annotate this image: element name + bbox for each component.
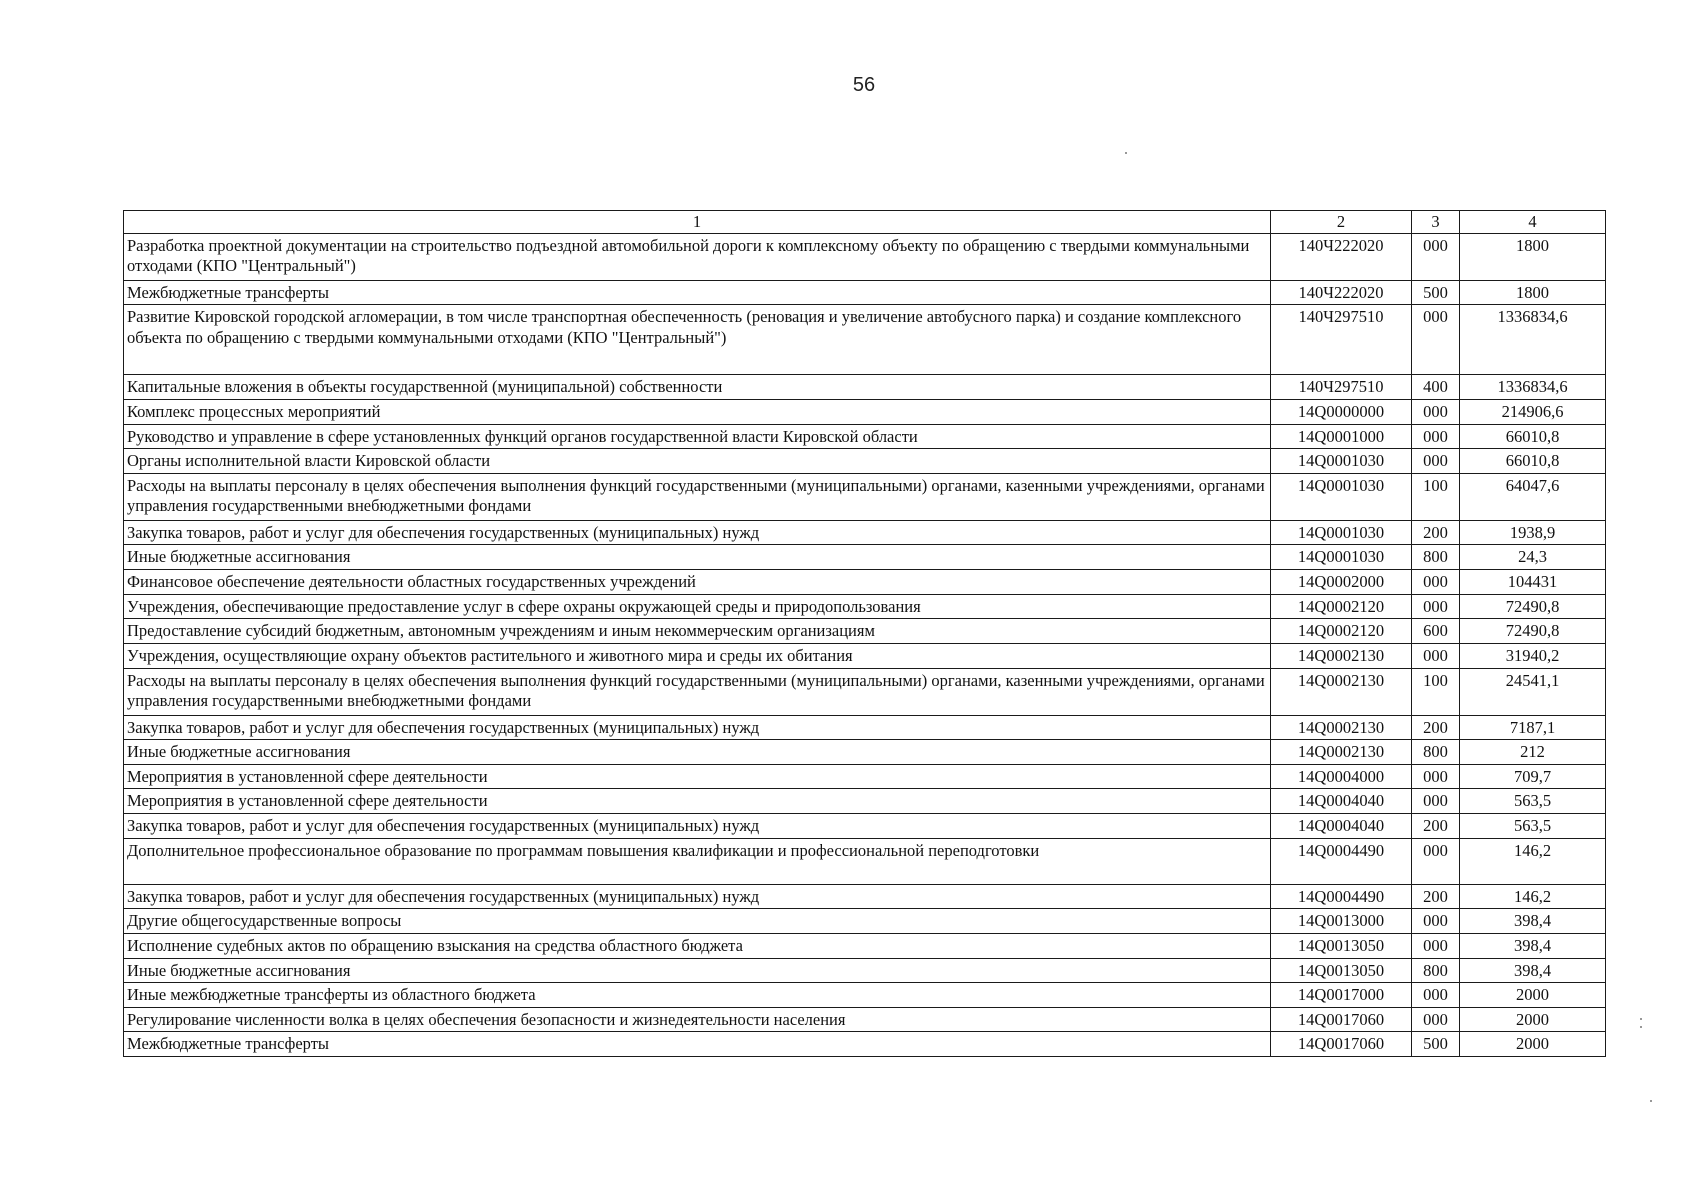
- cell-name: Расходы на выплаты персоналу в целях обеспечения выполнения функций государственными (муниципальными) органами, казенными учреждениями, органами управления государственными внебюджетными фондами: [124, 668, 1271, 715]
- cell-code: 14Q0002000: [1271, 570, 1412, 595]
- cell-type: 000: [1412, 594, 1460, 619]
- cell-sum: 398,4: [1460, 958, 1606, 983]
- cell-type: 000: [1412, 233, 1460, 280]
- cell-name: Разработка проектной документации на строительство подъездной автомобильной дороги к комплексному объекту по обращению с твердыми коммунальными отходами (КПО "Центральный"): [124, 233, 1271, 280]
- cell-code: 14Q0001030: [1271, 520, 1412, 545]
- cell-code: 14Q0002130: [1271, 643, 1412, 668]
- cell-type: 000: [1412, 838, 1460, 884]
- table-row: [124, 668, 1606, 715]
- cell-name: Комплекс процессных мероприятий: [124, 399, 1271, 424]
- header-col-2: 2: [1271, 211, 1412, 234]
- cell-type: 000: [1412, 764, 1460, 789]
- cell-code: 14Q0004000: [1271, 764, 1412, 789]
- cell-name: Учреждения, осуществляющие охрану объектов растительного и животного мира и среды их обитания: [124, 643, 1271, 668]
- table-row: [124, 594, 1606, 619]
- cell-code: 14Q0004490: [1271, 884, 1412, 909]
- cell-name: Капитальные вложения в объекты государственной (муниципальной) собственности: [124, 375, 1271, 400]
- cell-name: Руководство и управление в сфере установленных функций органов государственной власти Кировской области: [124, 424, 1271, 449]
- cell-type: 100: [1412, 668, 1460, 715]
- table-row: [124, 520, 1606, 545]
- cell-code: 140Ч297510: [1271, 305, 1412, 375]
- table-row: [124, 715, 1606, 740]
- cell-sum: 1336834,6: [1460, 375, 1606, 400]
- cell-sum: 104431: [1460, 570, 1606, 595]
- table-row: [124, 305, 1606, 375]
- cell-code: 14Q0017060: [1271, 1007, 1412, 1032]
- cell-type: 000: [1412, 1007, 1460, 1032]
- cell-sum: 1938,9: [1460, 520, 1606, 545]
- cell-name: Межбюджетные трансферты: [124, 1032, 1271, 1057]
- table-row: [124, 740, 1606, 765]
- budget-table-container: [123, 210, 1605, 1057]
- cell-type: 000: [1412, 399, 1460, 424]
- cell-sum: 31940,2: [1460, 643, 1606, 668]
- table-row: [124, 399, 1606, 424]
- table-row: [124, 764, 1606, 789]
- cell-name: Дополнительное профессиональное образование по программам повышения квалификации и профессиональной переподготовки: [124, 838, 1271, 884]
- cell-type: 800: [1412, 545, 1460, 570]
- table-row: [124, 958, 1606, 983]
- table-row: [124, 909, 1606, 934]
- cell-name: Расходы на выплаты персоналу в целях обеспечения выполнения функций государственными (муниципальными) органами, казенными учреждениями, органами управления государственными внебюджетными фондами: [124, 473, 1271, 520]
- table-row: [124, 643, 1606, 668]
- cell-code: 14Q0002120: [1271, 619, 1412, 644]
- cell-type: 000: [1412, 570, 1460, 595]
- table-row: [124, 838, 1606, 884]
- cell-name: Закупка товаров, работ и услуг для обеспечения государственных (муниципальных) нужд: [124, 814, 1271, 839]
- cell-sum: 709,7: [1460, 764, 1606, 789]
- cell-sum: 146,2: [1460, 838, 1606, 884]
- cell-code: 14Q0013050: [1271, 933, 1412, 958]
- cell-sum: 72490,8: [1460, 619, 1606, 644]
- cell-type: 600: [1412, 619, 1460, 644]
- cell-name: Межбюджетные трансферты: [124, 280, 1271, 305]
- cell-name: Иные межбюджетные трансферты из областного бюджета: [124, 983, 1271, 1008]
- cell-type: 000: [1412, 449, 1460, 474]
- scan-speck: [1650, 1100, 1652, 1102]
- cell-type: 200: [1412, 814, 1460, 839]
- cell-name: Исполнение судебных актов по обращению взыскания на средства областного бюджета: [124, 933, 1271, 958]
- cell-code: 14Q0002130: [1271, 668, 1412, 715]
- table-row: [124, 789, 1606, 814]
- cell-code: 14Q0000000: [1271, 399, 1412, 424]
- cell-sum: 398,4: [1460, 909, 1606, 934]
- scan-speck: [1640, 1018, 1642, 1020]
- cell-type: 000: [1412, 789, 1460, 814]
- table-body: [124, 233, 1606, 1056]
- cell-sum: 398,4: [1460, 933, 1606, 958]
- cell-sum: 24,3: [1460, 545, 1606, 570]
- header-col-3: 3: [1412, 211, 1460, 234]
- cell-sum: 1800: [1460, 233, 1606, 280]
- cell-sum: 563,5: [1460, 814, 1606, 839]
- cell-type: 200: [1412, 520, 1460, 545]
- table-row: [124, 933, 1606, 958]
- cell-name: Мероприятия в установленной сфере деятельности: [124, 764, 1271, 789]
- cell-type: 000: [1412, 933, 1460, 958]
- cell-name: Развитие Кировской городской агломерации, в том числе транспортная обеспеченность (реновация и увеличение автобусного парка) и создание комплексного объекта по обращению с твердыми коммунальными отходами (КПО "Центральный"): [124, 305, 1271, 375]
- cell-name: Закупка товаров, работ и услуг для обеспечения государственных (муниципальных) нужд: [124, 884, 1271, 909]
- cell-code: 140Ч222020: [1271, 280, 1412, 305]
- cell-code: 14Q0013050: [1271, 958, 1412, 983]
- cell-code: 14Q0001000: [1271, 424, 1412, 449]
- cell-code: 14Q0002120: [1271, 594, 1412, 619]
- cell-type: 500: [1412, 1032, 1460, 1057]
- header-col-4: 4: [1460, 211, 1606, 234]
- cell-type: 000: [1412, 424, 1460, 449]
- cell-code: 14Q0001030: [1271, 545, 1412, 570]
- cell-sum: 64047,6: [1460, 473, 1606, 520]
- cell-code: 14Q0004040: [1271, 814, 1412, 839]
- cell-name: Финансовое обеспечение деятельности областных государственных учреждений: [124, 570, 1271, 595]
- table-row: [124, 473, 1606, 520]
- cell-type: 200: [1412, 715, 1460, 740]
- cell-name: Органы исполнительной власти Кировской области: [124, 449, 1271, 474]
- table-row: [124, 570, 1606, 595]
- table-header-row: [124, 211, 1606, 234]
- cell-name: Предоставление субсидий бюджетным, автономным учреждениям и иным некоммерческим организациям: [124, 619, 1271, 644]
- table-row: [124, 619, 1606, 644]
- cell-sum: 563,5: [1460, 789, 1606, 814]
- cell-sum: 24541,1: [1460, 668, 1606, 715]
- cell-code: 14Q0002130: [1271, 715, 1412, 740]
- cell-name: Закупка товаров, работ и услуг для обеспечения государственных (муниципальных) нужд: [124, 715, 1271, 740]
- cell-type: 100: [1412, 473, 1460, 520]
- table-row: [124, 884, 1606, 909]
- cell-code: 14Q0002130: [1271, 740, 1412, 765]
- cell-name: Иные бюджетные ассигнования: [124, 545, 1271, 570]
- cell-type: 200: [1412, 884, 1460, 909]
- cell-name: Закупка товаров, работ и услуг для обеспечения государственных (муниципальных) нужд: [124, 520, 1271, 545]
- scan-speck: [1640, 1026, 1642, 1028]
- cell-type: 800: [1412, 740, 1460, 765]
- cell-code: 140Ч297510: [1271, 375, 1412, 400]
- cell-code: 14Q0017000: [1271, 983, 1412, 1008]
- table-row: [124, 449, 1606, 474]
- cell-sum: 66010,8: [1460, 449, 1606, 474]
- cell-name: Иные бюджетные ассигнования: [124, 958, 1271, 983]
- table-row: [124, 814, 1606, 839]
- page-number: 56: [852, 74, 876, 96]
- table-row: [124, 424, 1606, 449]
- cell-sum: 2000: [1460, 983, 1606, 1008]
- cell-name: Мероприятия в установленной сфере деятельности: [124, 789, 1271, 814]
- cell-code: 14Q0004490: [1271, 838, 1412, 884]
- cell-type: 000: [1412, 305, 1460, 375]
- cell-sum: 72490,8: [1460, 594, 1606, 619]
- scan-speck: [1125, 152, 1127, 154]
- cell-sum: 1336834,6: [1460, 305, 1606, 375]
- table-row: [124, 280, 1606, 305]
- table-row: [124, 983, 1606, 1008]
- cell-type: 800: [1412, 958, 1460, 983]
- cell-sum: 1800: [1460, 280, 1606, 305]
- cell-code: 14Q0001030: [1271, 473, 1412, 520]
- cell-sum: 146,2: [1460, 884, 1606, 909]
- cell-sum: 2000: [1460, 1007, 1606, 1032]
- cell-type: 000: [1412, 983, 1460, 1008]
- cell-type: 400: [1412, 375, 1460, 400]
- cell-sum: 7187,1: [1460, 715, 1606, 740]
- table-row: [124, 545, 1606, 570]
- budget-table: [123, 210, 1606, 1057]
- cell-code: 14Q0004040: [1271, 789, 1412, 814]
- cell-code: 14Q0013000: [1271, 909, 1412, 934]
- cell-code: 14Q0001030: [1271, 449, 1412, 474]
- cell-type: 000: [1412, 909, 1460, 934]
- header-col-1: 1: [124, 211, 1271, 234]
- cell-name: Регулирование численности волка в целях обеспечения безопасности и жизнедеятельности населения: [124, 1007, 1271, 1032]
- cell-type: 500: [1412, 280, 1460, 305]
- table-row: [124, 375, 1606, 400]
- cell-code: 14Q0017060: [1271, 1032, 1412, 1057]
- table-row: [124, 233, 1606, 280]
- table-row: [124, 1007, 1606, 1032]
- cell-code: 140Ч222020: [1271, 233, 1412, 280]
- cell-name: Иные бюджетные ассигнования: [124, 740, 1271, 765]
- cell-sum: 214906,6: [1460, 399, 1606, 424]
- table-row: [124, 1032, 1606, 1057]
- cell-name: Учреждения, обеспечивающие предоставление услуг в сфере охраны окружающей среды и природопользования: [124, 594, 1271, 619]
- cell-sum: 212: [1460, 740, 1606, 765]
- cell-name: Другие общегосударственные вопросы: [124, 909, 1271, 934]
- cell-sum: 66010,8: [1460, 424, 1606, 449]
- cell-sum: 2000: [1460, 1032, 1606, 1057]
- cell-type: 000: [1412, 643, 1460, 668]
